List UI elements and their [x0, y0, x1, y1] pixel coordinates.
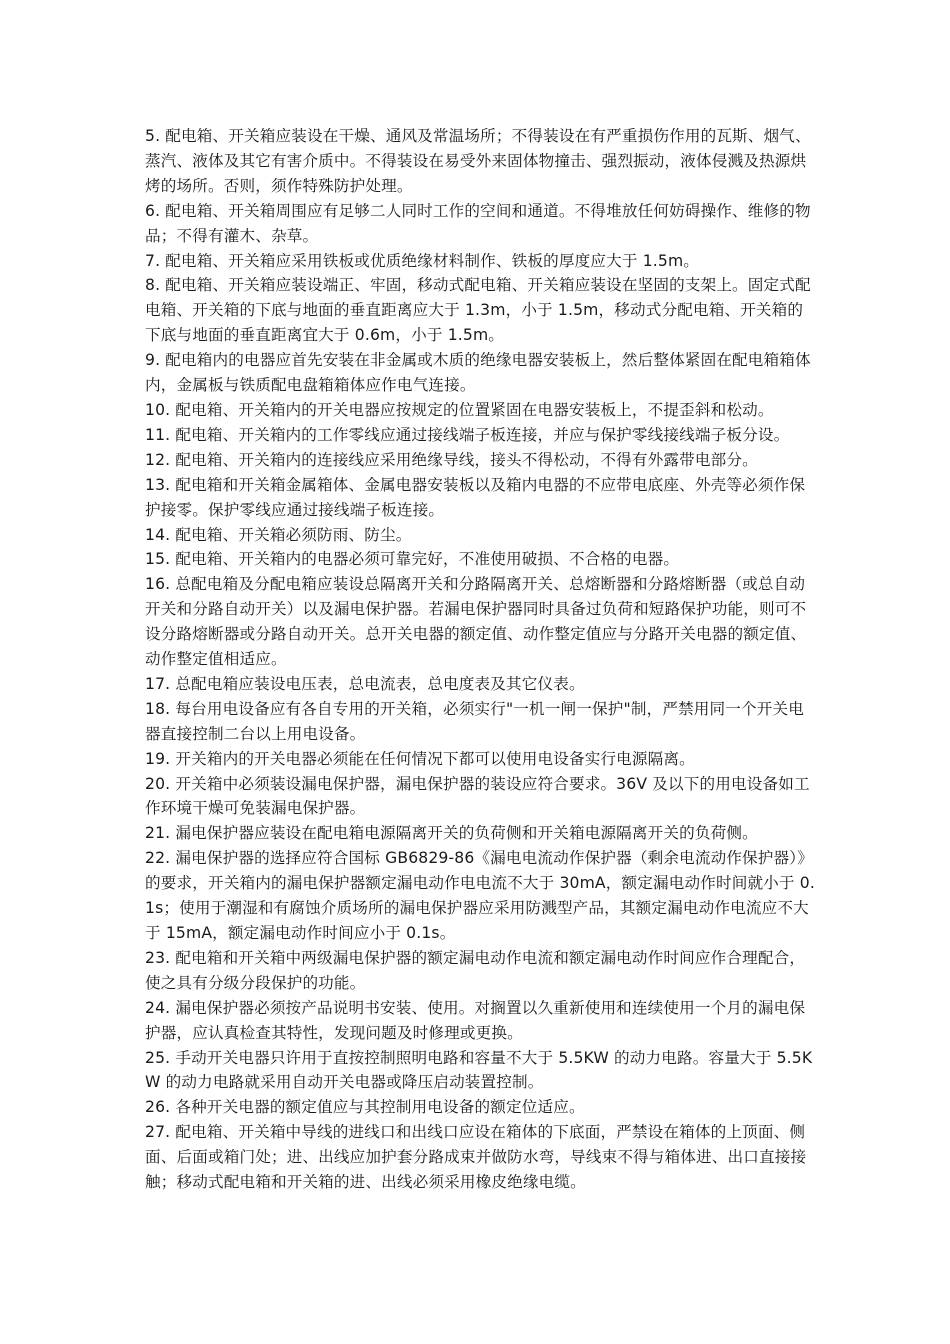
- clause-16: 16. 总配电箱及分配电箱应装设总隔离开关和分路隔离开关、总熔断器和分路熔断器（或总自动开关和分路自动开关）以及漏电保护器。若漏电保护器同时具备过负荷和短路保护功能，则可不设分路熔断器或分路自动开关。总开关电器的额定值、动作整定值应与分路开关电器的额定值、动作整定值相适应。: [145, 575, 807, 669]
- clause-6: 6. 配电箱、开关箱周围应有足够二人同时工作的空间和通道。不得堆放任何妨碍操作、维修的物品；不得有灌木、杂草。: [145, 201, 811, 245]
- clause-26: 26. 各种开关电器的额定值应与其控制用电设备的额定位适应。: [145, 1098, 585, 1117]
- clause-20: 20. 开关箱中必须装设漏电保护器，漏电保护器的装设应符合要求。36V 及以下的用电设备如工作环境干燥可免装漏电保护器。: [145, 774, 810, 818]
- clause-22: 22. 漏电保护器的选择应符合国标 GB6829-86《漏电电流动作保护器（剩余电流动作保护器）》的要求，开关箱内的漏电保护器额定漏电动作电电流不大于 30mA，额定漏电动作时间就小于 0.1s；使用于潮湿和有腐蚀介质场所的漏电保护器应采用防溅型产品，其额定漏电动作电流应不大于 15mA，额定漏电动作时间应小于 0.1s。: [145, 849, 815, 942]
- clause-15: 15. 配电箱、开关箱内的电器必须可靠完好，不准使用破损、不合格的电器。: [145, 550, 680, 569]
- clause-5: 5. 配电箱、开关箱应装设在干燥、通风及常温场所；不得装设在有严重损伤作用的瓦斯、烟气、蒸汽、液体及其它有害介质中。不得装设在易受外来固体物撞击、强烈振动，液体侵溅及热源烘烤的场所。否则，须作特殊防护处理。: [145, 127, 811, 195]
- clause-21: 21. 漏电保护器应装设在配电箱电源隔离开关的负荷侧和开关箱电源隔离开关的负荷侧。: [145, 824, 758, 843]
- clause-12: 12. 配电箱、开关箱内的连接线应采用绝缘导线，接头不得松动，不得有外露带电部分。: [145, 450, 758, 469]
- clause-8: 8. 配电箱、开关箱应装设端正、牢固，移动式配电箱、开关箱应装设在坚固的支架上。固定式配电箱、开关箱的下底与地面的垂直距离应大于 1.3m，小于 1.5m，移动式分配电箱、开关箱的下底与地面的垂直距离宜大于 0.6m，小于 1.5m。: [145, 276, 811, 345]
- clause-17: 17. 总配电箱应装设电压表，总电流表，总电度表及其它仪表。: [145, 674, 585, 693]
- clause-19: 19. 开关箱内的开关电器必须能在任何情况下都可以使用电设备实行电源隔离。: [145, 749, 695, 768]
- clause-18: 18. 每台用电设备应有各自专用的开关箱，必须实行"一机一闸一保护"制，严禁用同一个开关电器直接控制二台以上用电设备。: [145, 699, 805, 743]
- clause-25: 25. 手动开关电器只许用于直按控制照明电路和容量不大于 5.5KW 的动力电路。容量大于 5.5KW 的动力电路就采用自动开关电器或降压启动装置控制。: [145, 1048, 813, 1092]
- clause-10: 10. 配电箱、开关箱内的开关电器应按规定的位置紧固在电器安装板上，不提歪斜和松动。: [145, 400, 774, 419]
- clause-27: 27. 配电箱、开关箱中导线的进线口和出线口应设在箱体的下底面，严禁设在箱体的上顶面、侧面、后面或箱门处；进、出线应加护套分路成束并做防水弯，导线束不得与箱体进、出口直接接触；移动式配电箱和开关箱的进、出线必须采用橡皮绝缘电缆。: [145, 1123, 807, 1192]
- clause-13: 13. 配电箱和开关箱金属箱体、金属电器安装板以及箱内电器的不应带电底座、外壳等必须作保护接零。保护零线应通过接线端子板连接。: [145, 475, 806, 519]
- clause-24: 24. 漏电保护器必须按产品说明书安装、使用。对搁置以久重新使用和连续使用一个月的漏电保护器，应认真检查其特性，发现问题及时修理或更换。: [145, 998, 806, 1042]
- document-body: [145, 124, 817, 1195]
- clause-11: 11. 配电箱、开关箱内的工作零线应通过接线端子板连接，并应与保护零线接线端子板分设。: [145, 425, 790, 444]
- clause-14: 14. 配电箱、开关箱必须防雨、防尘。: [145, 525, 412, 544]
- clause-9: 9. 配电箱内的电器应首先安装在非金属或木质的绝缘电器安装板上，然后整体紧固在配电箱箱体内，金属板与铁质配电盘箱箱体应作电气连接。: [145, 351, 811, 395]
- clause-7: 7. 配电箱、开关箱应采用铁板或优质绝缘材料制作、铁板的厚度应大于 1.5m。: [145, 251, 700, 270]
- clause-23: 23. 配电箱和开关箱中两级漏电保护器的额定漏电动作电流和额定漏电动作时间应作合理配合，使之具有分级分段保护的功能。: [145, 948, 806, 992]
